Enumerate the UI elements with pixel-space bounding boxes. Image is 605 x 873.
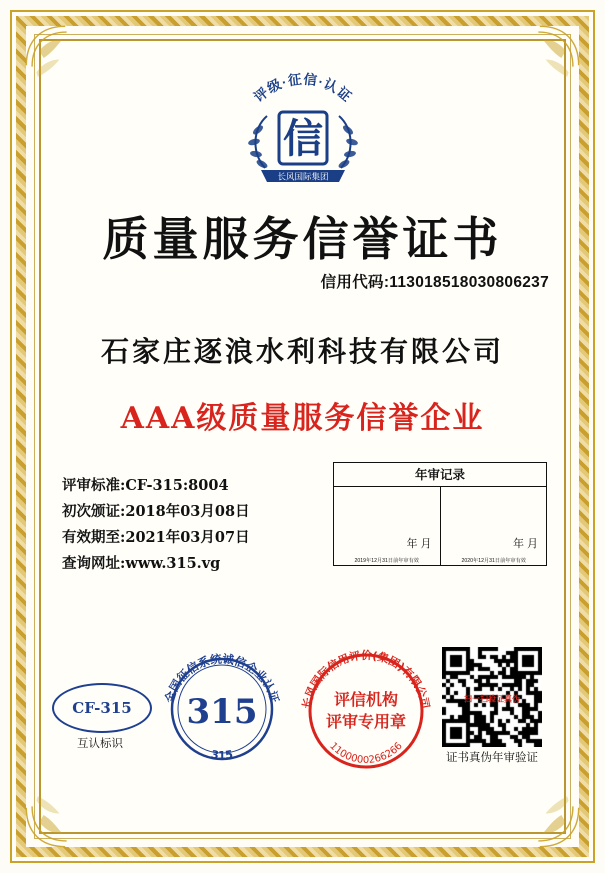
company-emblem-icon (227, 70, 379, 195)
page-title: 质量服务信誉证书 (102, 212, 503, 266)
detail-standard: 评审标准:CF-315:8004 (62, 477, 229, 494)
qr-code[interactable] (442, 647, 542, 747)
emblem-container (48, 70, 557, 195)
qr-caption: 证书真伪年审验证 (446, 750, 538, 764)
annual-review-title: 年审记录 (334, 463, 546, 487)
red-official-seal (298, 643, 434, 784)
red-seal-arc-top: 长风国际信用评价(集团)有限公司 (300, 648, 432, 710)
detail-website: 查询网址:www.315.vg (62, 555, 221, 572)
blue-seal-icon (160, 647, 284, 771)
qr-overlay-text: 扫一扫验证真伪 (464, 694, 520, 704)
annual-review-body (334, 487, 546, 565)
annual-review-note: 2019年12月31日前年审有效 (354, 558, 419, 564)
annual-review-ym: 年 月 (406, 538, 432, 550)
red-seal-icon (298, 643, 434, 779)
annual-review-table (333, 462, 547, 566)
details-list (62, 473, 250, 577)
blue-seal-arc-top: 全国征信系统诚信企业认证 (162, 651, 282, 705)
red-seal-line1: 评信机构 (333, 690, 399, 709)
detail-valid-until: 有效期至:2021年03月07日 (62, 529, 250, 546)
annual-review-cell (334, 487, 440, 565)
annual-review-cell (440, 487, 547, 565)
red-seal-code: 1100000266266 (327, 740, 405, 766)
annual-review-note: 2020年12月31日前年审有效 (461, 558, 526, 564)
blue-seal-315 (160, 647, 284, 776)
blue-seal-arc-bottom: 315 (210, 747, 234, 762)
emblem-arc-text: 评级·征信·认证 (250, 71, 355, 105)
red-seal-line2: 评审专用章 (325, 712, 407, 731)
mutual-recognition-badge (52, 683, 148, 751)
credit-code: 信用代码:113018518030806237 (320, 274, 549, 291)
certificate-content (48, 48, 557, 825)
annual-review-ym: 年 月 (512, 538, 538, 550)
emblem-ribbon-text: 长风国际集团 (276, 172, 329, 183)
cf-badge-text: CF-315 (52, 683, 152, 733)
company-name: 石家庄逐浪水利科技有限公司 (100, 336, 504, 367)
seals-row (48, 641, 557, 781)
blue-seal-center: 315 (186, 692, 258, 732)
emblem-center-char: 信 (282, 116, 323, 162)
detail-issue-date: 初次颁证:2018年03月08日 (62, 503, 250, 520)
cf-badge-caption: 互认标识 (77, 736, 123, 750)
award-title: AAA级质量服务信誉企业 (120, 401, 485, 436)
qr-verification-block[interactable] (433, 647, 551, 765)
